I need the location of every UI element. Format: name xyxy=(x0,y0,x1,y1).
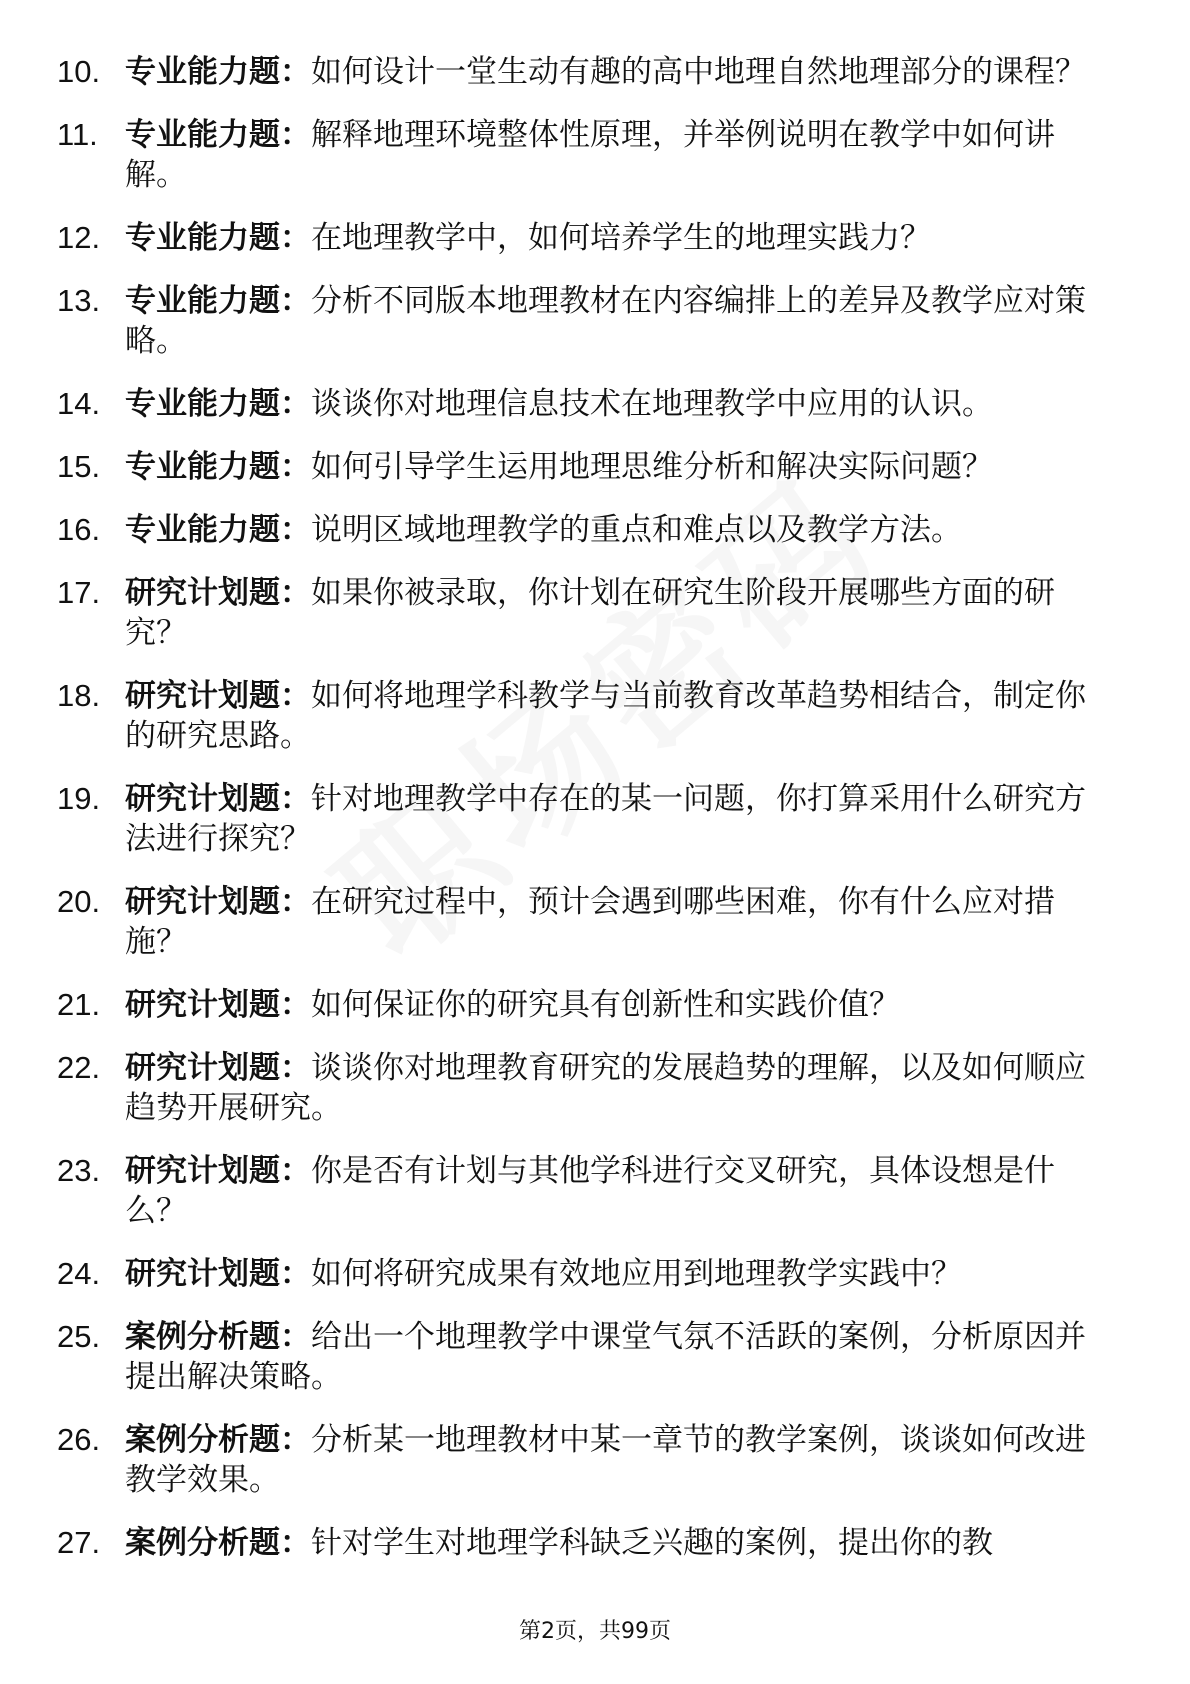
question-category: 研究计划题： xyxy=(125,575,311,611)
question-category: 研究计划题： xyxy=(125,1256,311,1292)
question-category: 研究计划题： xyxy=(125,781,311,817)
question-number: 16. xyxy=(57,512,101,547)
question-number: 21. xyxy=(57,987,101,1022)
question-category: 案例分析题： xyxy=(125,1525,311,1561)
question-item xyxy=(0,1420,1190,1500)
question-text: 如何引导学生运用地理思维分析和解决实际问题？ xyxy=(311,449,993,485)
question-number: 14. xyxy=(57,386,101,421)
question-item xyxy=(0,1254,1190,1294)
question-text: 给出一个地理教学中课堂气氛不活跃的案例，分析原因并提出解决策略。 xyxy=(125,1319,1086,1395)
question-text: 分析某一地理教材中某一章节的教学案例，谈谈如何改进教学效果。 xyxy=(125,1422,1086,1498)
question-number: 23. xyxy=(57,1153,101,1188)
question-number: 24. xyxy=(57,1256,101,1291)
question-category: 案例分析题： xyxy=(125,1319,311,1355)
question-category: 专业能力题： xyxy=(125,117,311,153)
question-number: 10. xyxy=(57,54,101,89)
question-category: 专业能力题： xyxy=(125,54,311,90)
question-number: 11. xyxy=(57,117,98,152)
question-number: 25. xyxy=(57,1319,101,1354)
question-category: 研究计划题： xyxy=(125,884,311,920)
question-category: 研究计划题： xyxy=(125,1153,311,1189)
page-number-label: 第2页，共99页 xyxy=(519,1619,671,1644)
question-category: 专业能力题： xyxy=(125,512,311,548)
question-text: 在研究过程中，预计会遇到哪些困难，你有什么应对措施？ xyxy=(125,884,1055,960)
question-category: 案例分析题： xyxy=(125,1422,311,1458)
question-number: 27. xyxy=(57,1525,101,1560)
question-item xyxy=(0,52,1190,92)
question-number: 20. xyxy=(57,884,101,919)
question-item xyxy=(0,1151,1190,1231)
question-number: 22. xyxy=(57,1050,101,1085)
question-text: 如果你被录取，你计划在研究生阶段开展哪些方面的研究？ xyxy=(125,575,1055,651)
question-text: 说明区域地理教学的重点和难点以及教学方法。 xyxy=(311,512,962,548)
question-category: 专业能力题： xyxy=(125,386,311,422)
question-item xyxy=(0,1523,1190,1563)
question-item xyxy=(0,281,1190,361)
question-text: 分析不同版本地理教材在内容编排上的差异及教学应对策略。 xyxy=(125,283,1086,359)
question-item xyxy=(0,218,1190,258)
question-text: 如何保证你的研究具有创新性和实践价值？ xyxy=(311,987,900,1023)
question-item xyxy=(0,882,1190,962)
question-text: 你是否有计划与其他学科进行交叉研究，具体设想是什么？ xyxy=(125,1153,1055,1229)
question-item xyxy=(0,1317,1190,1397)
question-number: 15. xyxy=(57,449,101,484)
question-category: 研究计划题： xyxy=(125,1050,311,1086)
question-number: 12. xyxy=(57,220,101,255)
question-item xyxy=(0,384,1190,424)
question-category: 专业能力题： xyxy=(125,449,311,485)
question-text: 谈谈你对地理教育研究的发展趋势的理解，以及如何顺应趋势开展研究。 xyxy=(125,1050,1086,1126)
question-number: 17. xyxy=(57,575,101,610)
question-number: 26. xyxy=(57,1422,101,1457)
question-item xyxy=(0,985,1190,1025)
question-item xyxy=(0,1048,1190,1128)
question-number: 19. xyxy=(57,781,101,816)
question-category: 专业能力题： xyxy=(125,283,311,319)
question-text: 解释地理环境整体性原理，并举例说明在教学中如何讲解。 xyxy=(125,117,1055,193)
question-text: 谈谈你对地理信息技术在地理教学中应用的认识。 xyxy=(311,386,993,422)
question-category: 研究计划题： xyxy=(125,987,311,1023)
question-item xyxy=(0,510,1190,550)
question-text: 针对学生对地理学科缺乏兴趣的案例，提出你的教 xyxy=(311,1525,993,1561)
question-number: 18. xyxy=(57,678,101,713)
question-text: 如何将研究成果有效地应用到地理教学实践中？ xyxy=(311,1256,962,1292)
question-item xyxy=(0,779,1190,859)
question-item xyxy=(0,447,1190,487)
question-text: 如何将地理学科教学与当前教育改革趋势相结合，制定你的研究思路。 xyxy=(125,678,1086,754)
question-item xyxy=(0,115,1190,195)
page-footer xyxy=(0,1614,1190,1645)
question-item xyxy=(0,573,1190,653)
question-item xyxy=(0,676,1190,756)
question-text: 如何设计一堂生动有趣的高中地理自然地理部分的课程？ xyxy=(311,54,1086,90)
question-text: 针对地理教学中存在的某一问题，你打算采用什么研究方法进行探究？ xyxy=(125,781,1086,857)
question-category: 专业能力题： xyxy=(125,220,311,256)
question-category: 研究计划题： xyxy=(125,678,311,714)
question-list xyxy=(0,52,1190,1586)
question-text: 在地理教学中，如何培养学生的地理实践力？ xyxy=(311,220,931,256)
question-number: 13. xyxy=(57,283,101,318)
